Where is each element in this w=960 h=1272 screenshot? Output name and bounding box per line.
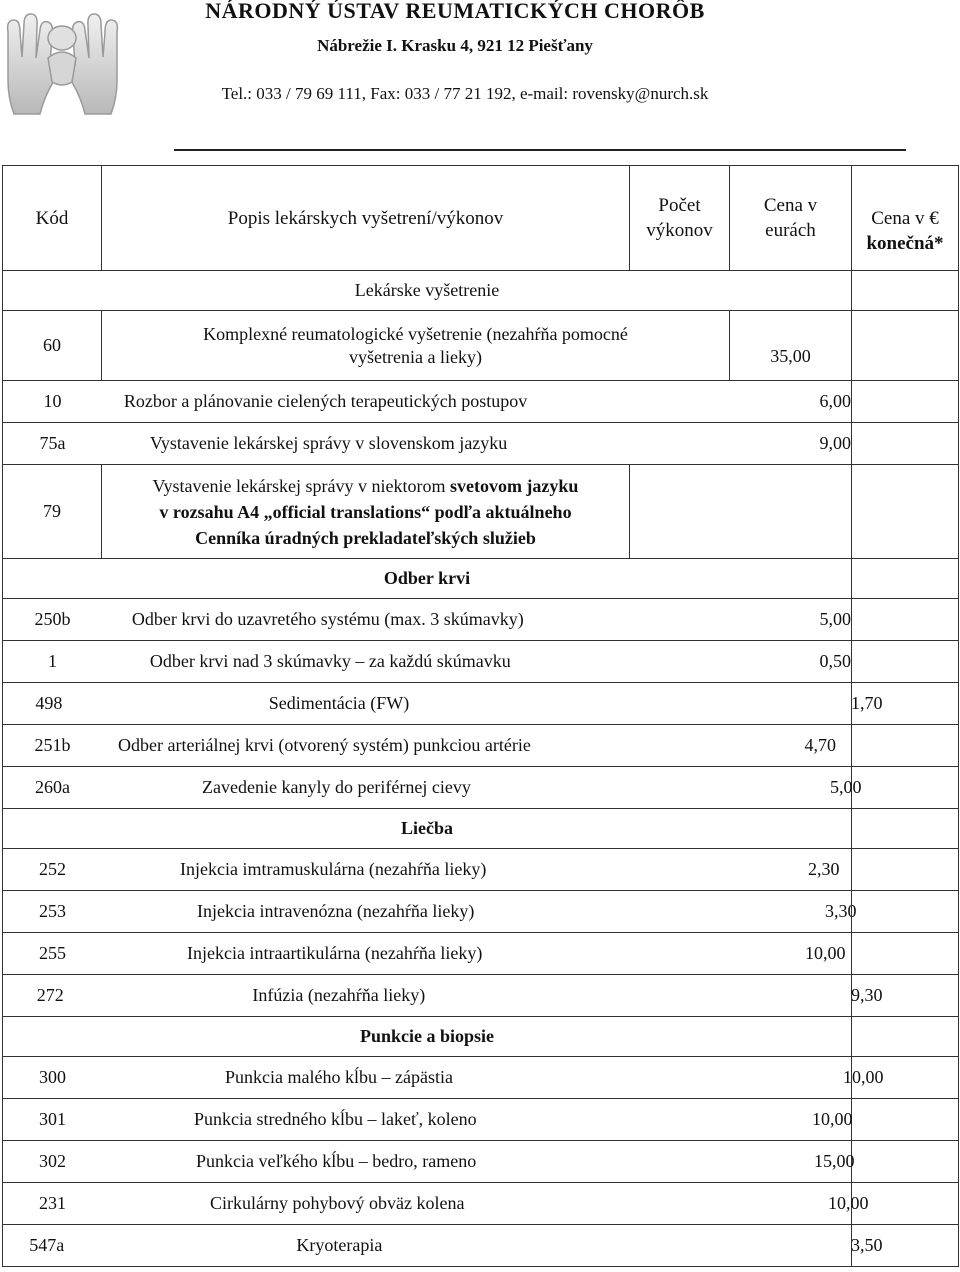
table-row xyxy=(3,683,959,725)
final-price-cell xyxy=(852,1141,959,1183)
description-cell: Injekcia intraartikulárna (nezahŕňa lieky) xyxy=(187,943,483,963)
price-cell: 35,00 xyxy=(730,311,852,381)
table-header-row xyxy=(3,166,959,271)
final-label-line2: konečná* xyxy=(866,233,944,254)
price-cell xyxy=(630,465,852,559)
table-row xyxy=(3,311,959,381)
final-price-cell xyxy=(852,465,959,559)
description-cell: Odber krvi nad 3 skúmavky – za každú skúmavku xyxy=(149,651,511,671)
price-cell: 0,50 xyxy=(819,651,851,671)
column-header-code: Kód xyxy=(3,166,102,271)
final-price-cell xyxy=(852,767,959,809)
table-row xyxy=(3,641,959,683)
description-text: Vystavenie lekárskej správy v niektorom xyxy=(152,475,450,496)
final-price-cell xyxy=(852,933,959,975)
table-row xyxy=(3,1183,959,1225)
description-cell: Injekcia intravenózna (nezahŕňa lieky) xyxy=(197,901,475,921)
code-cell: 10 xyxy=(43,391,62,411)
row-content: 260a Zavedenie kanyly do periférnej cievy 5,00 xyxy=(3,767,852,809)
column-header-price xyxy=(730,166,852,271)
final-price-cell xyxy=(852,1017,959,1057)
code-cell: 301 xyxy=(39,1109,66,1129)
description-cell: Punkcia veľkého kĺbu – bedro, rameno xyxy=(196,1151,477,1171)
table-row xyxy=(3,767,959,809)
code-cell: 231 xyxy=(39,1193,66,1213)
code-cell: 79 xyxy=(3,465,102,559)
final-price-cell xyxy=(852,271,959,311)
section-row xyxy=(3,809,959,849)
row-content: 255 Injekcia intraartikulárna (nezahŕňa lieky) 10,00 xyxy=(3,933,852,975)
institute-contact: Tel.: 033 / 79 69 111, Fax: 033 / 77 21 192, e-mail: rovensky@nurch.sk xyxy=(221,84,709,103)
section-title: Punkcie a biopsie xyxy=(3,1017,852,1057)
institute-address: Nábrežie I. Krasku 4, 921 12 Piešťany xyxy=(317,36,593,55)
row-content xyxy=(3,423,852,465)
code-cell: 302 xyxy=(39,1151,66,1171)
table-row xyxy=(3,1057,959,1099)
table-row xyxy=(3,1099,959,1141)
table-row xyxy=(3,849,959,891)
description-cell: Cirkulárny pohybový obväz kolena xyxy=(210,1193,465,1213)
row-content: 231 Cirkulárny pohybový obväz kolena 10,00 xyxy=(3,1183,852,1225)
final-price-cell xyxy=(852,311,959,381)
code-cell: 1 xyxy=(47,651,57,671)
final-price-cell xyxy=(852,1099,959,1141)
row-content: 252 Injekcia imtramuskulárna (nezahŕňa lieky) 2,30 xyxy=(3,849,852,891)
price-label-line2: eurách xyxy=(765,220,816,241)
table-row xyxy=(3,423,959,465)
row-content xyxy=(3,641,852,683)
row-content: 498 Sedimentácia (FW) 1,70 xyxy=(3,683,852,725)
description-cell xyxy=(102,311,730,381)
final-price-cell xyxy=(852,599,959,641)
description-cell: Punkcia malého kĺbu – zápästia xyxy=(225,1067,453,1087)
table-row xyxy=(3,465,959,559)
price-cell: 6,00 xyxy=(819,391,851,411)
code-cell: 300 xyxy=(39,1067,66,1087)
code-cell: 255 xyxy=(39,943,66,963)
final-price-cell xyxy=(852,725,959,767)
section-row xyxy=(3,1017,959,1057)
price-label-line1: Cena v xyxy=(763,195,818,216)
row-content xyxy=(3,599,852,641)
description-cell: Injekcia imtramuskulárna (nezahŕňa lieky) xyxy=(180,859,487,879)
code-cell: 252 xyxy=(39,859,66,879)
table-row xyxy=(3,599,959,641)
description-line: vyšetrenia a lieky) xyxy=(349,346,482,367)
final-price-cell xyxy=(852,891,959,933)
description-line: Komplexné reumatologické vyšetrenie (nezahŕňa pomocné xyxy=(203,323,628,344)
code-cell: 260a xyxy=(35,777,70,797)
description-cell: Rozbor a plánovanie cielených terapeutických postupov xyxy=(123,391,528,411)
table-row xyxy=(3,725,959,767)
description-cell: Sedimentácia (FW) xyxy=(268,693,410,713)
final-price-cell xyxy=(852,381,959,423)
description-cell: Zavedenie kanyly do periférnej cievy xyxy=(202,777,471,797)
price-cell: 5,00 xyxy=(819,609,851,629)
code-cell: 60 xyxy=(3,311,102,381)
code-cell: 251b xyxy=(34,735,71,755)
description-cell: Odber arteriálnej krvi (otvorený systém) punkciou artérie xyxy=(118,735,531,755)
price-cell: 4,70 xyxy=(804,735,836,755)
section-row xyxy=(3,559,959,599)
final-price-cell xyxy=(852,559,959,599)
column-header-description: Popis lekárskych vyšetrení/výkonov xyxy=(102,166,630,271)
code-cell: 272 xyxy=(36,985,64,1005)
code-cell: 250b xyxy=(34,609,71,629)
final-price-cell xyxy=(852,641,959,683)
institute-title: NÁRODNÝ ÚSTAV REUMATICKÝCH CHORÔB xyxy=(205,0,705,23)
code-cell: 547a xyxy=(29,1235,65,1255)
code-cell: 75a xyxy=(39,433,66,453)
table-row xyxy=(3,1141,959,1183)
final-price-cell xyxy=(852,809,959,849)
description-line: Cenníka úradných prekladateľských služieb xyxy=(195,527,536,548)
code-cell: 498 xyxy=(35,693,63,713)
final-label-line1: Cena v € xyxy=(871,208,939,229)
description-cell: Punkcia stredného kĺbu – lakeť, koleno xyxy=(194,1109,477,1129)
row-content xyxy=(3,381,852,423)
table-row xyxy=(3,975,959,1017)
description-cell: Kryoterapia xyxy=(296,1235,383,1255)
row-content: 547a Kryoterapia 3,50 xyxy=(3,1225,852,1267)
description-cell: Odber krvi do uzavretého systému (max. 3 skúmavky) xyxy=(131,609,524,629)
row-content xyxy=(3,725,852,767)
column-header-final-price xyxy=(852,166,959,271)
column-header-count xyxy=(630,166,730,271)
table-row xyxy=(3,891,959,933)
header-divider xyxy=(174,149,906,151)
final-price-cell xyxy=(852,849,959,891)
count-label-line1: Počet xyxy=(658,195,701,216)
price-table xyxy=(2,165,959,1267)
section-title: Liečba xyxy=(3,809,852,849)
final-price-cell xyxy=(852,423,959,465)
section-row xyxy=(3,271,959,311)
description-cell: Vystavenie lekárskej správy v slovenskom jazyku xyxy=(149,433,508,453)
row-content: 300 Punkcia malého kĺbu – zápästia 10,00 xyxy=(3,1057,852,1099)
table-row xyxy=(3,1225,959,1267)
section-title: Lekárske vyšetrenie xyxy=(3,271,852,311)
description-line xyxy=(102,473,629,499)
description-emphasis: svetovom jazyku xyxy=(449,475,579,496)
hands-logo-icon xyxy=(0,2,125,120)
price-cell: 9,00 xyxy=(819,433,851,453)
row-content: 302 Punkcia veľkého kĺbu – bedro, rameno 15,00 xyxy=(3,1141,852,1183)
row-content: 272 Infúzia (nezahŕňa lieky) 9,30 xyxy=(3,975,852,1017)
count-label-line2: výkonov xyxy=(646,220,713,241)
table-row xyxy=(3,933,959,975)
row-content: 253 Injekcia intravenózna (nezahŕňa lieky) 3,30 xyxy=(3,891,852,933)
description-line: v rozsahu A4 „official translations“ podľa aktuálneho xyxy=(159,501,572,522)
description-cell: Infúzia (nezahŕňa lieky) xyxy=(252,985,426,1005)
code-cell: 253 xyxy=(39,901,66,921)
section-title: Odber krvi xyxy=(3,559,852,599)
table-row xyxy=(3,381,959,423)
row-content: 301 Punkcia stredného kĺbu – lakeť, koleno 10,00 xyxy=(3,1099,852,1141)
description-cell xyxy=(102,465,630,559)
